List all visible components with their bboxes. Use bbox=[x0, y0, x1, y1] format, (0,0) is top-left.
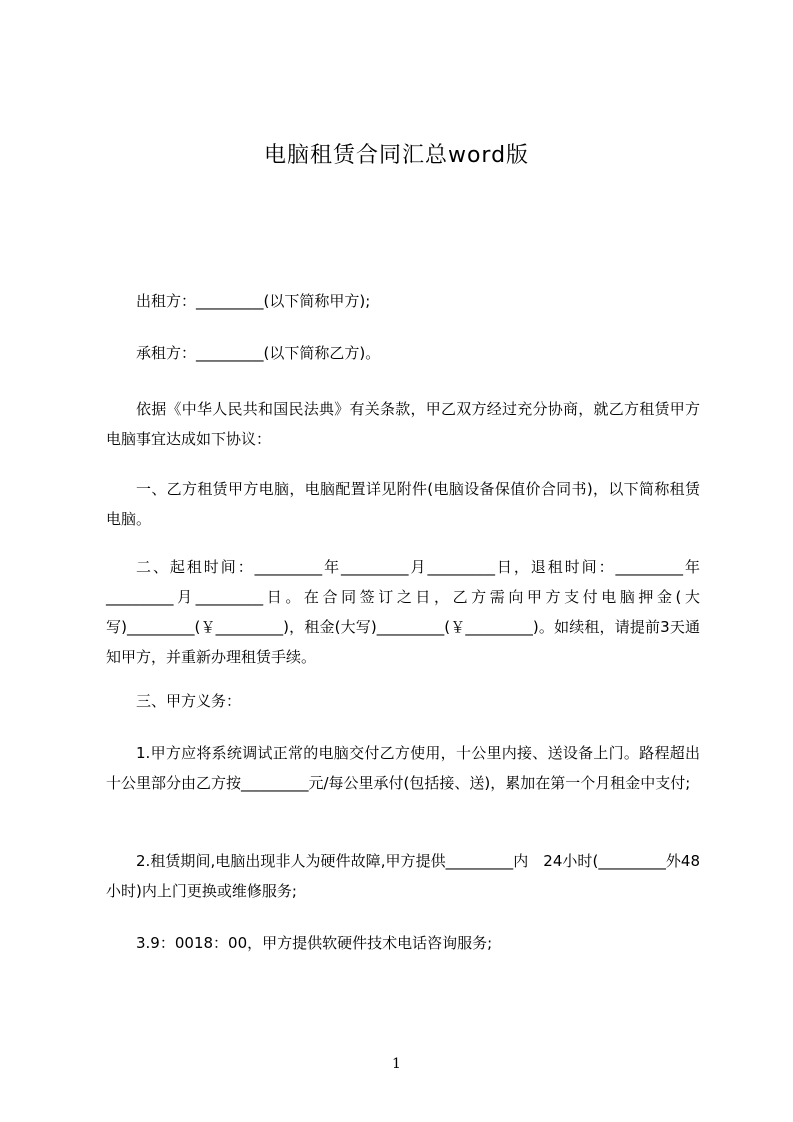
document-title: 电脑租赁合同汇总word版 bbox=[263, 143, 530, 168]
page-number: 1 bbox=[392, 1056, 401, 1072]
clause-1-paragraph: 一、乙方租赁甲方电脑，电脑配置详见附件(电脑设备保值价合同书)，以下简称租赁电脑。 bbox=[106, 480, 700, 528]
preamble-paragraph: 依据《中华人民共和国民法典》有关条款，甲乙双方经过充分协商，就乙方租赁甲方电脑事宜达成如下协议： bbox=[106, 400, 700, 448]
lessee-line: 承租方：_________(以下简称乙方)。 bbox=[136, 344, 381, 362]
clause-3-item-1: 1.甲方应将系统调试正常的电脑交付乙方使用，十公里内接、送设备上门。路程超出十公里部分由乙方按_________元/每公里承付(包括接、送)，累加在第一个月租金中支付; bbox=[106, 744, 700, 792]
clause-3-item-2: 2.租赁期间,电脑出现非人为硬件故障,甲方提供_________内 24小时(_________外48小时)内上门更换或维修服务; bbox=[106, 852, 700, 900]
lessor-line: 出租方：_________(以下简称甲方); bbox=[136, 292, 371, 310]
clause-3-item-3: 3.9：0018：00，甲方提供软硬件技术电话咨询服务; bbox=[136, 934, 493, 952]
clause-3-heading: 三、甲方义务： bbox=[136, 692, 242, 710]
clause-2-paragraph: 二、起租时间：_________年_________月_________日，退租时间：_________年_________月_________日。在合同签订之日，乙方需向甲方支付电脑押金(大写)_________(￥_________)，租金(大写)_________(￥_________)。如续租，请提前3天通知甲方，并重新办理租赁手续。 bbox=[106, 558, 700, 666]
